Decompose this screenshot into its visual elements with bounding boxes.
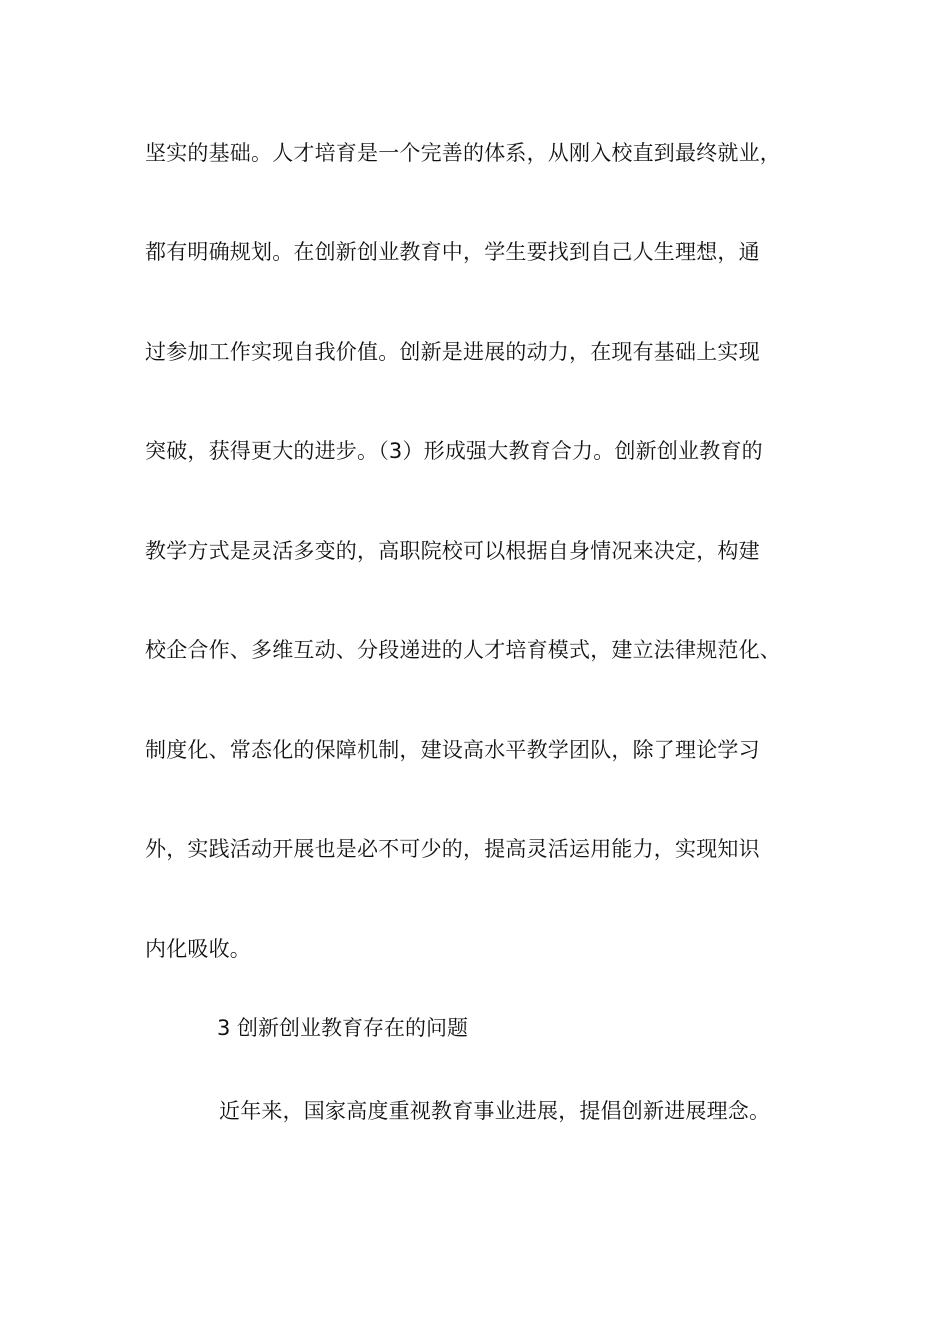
paragraph-first-line: 近年来，国家高度重视教育事业进展，提倡创新进展理念。 <box>219 1099 771 1123</box>
body-text-line: 突破，获得更大的进步。（3）形成强大教育合力。创新创业教育的 <box>145 439 763 463</box>
body-text-line: 教学方式是灵活多变的，高职院校可以根据自身情况来决定，构建 <box>145 539 760 563</box>
section-heading: 3 创新创业教育存在的问题 <box>217 1016 469 1040</box>
body-text-line: 过参加工作实现自我价值。创新是进展的动力，在现有基础上实现 <box>145 340 760 364</box>
body-text-line: 外，实践活动开展也是必不可少的，提高灵活运用能力，实现知识 <box>145 837 760 861</box>
body-text-line: 校企合作、多维互动、分段递进的人才培育模式，建立法律规范化、 <box>145 638 781 662</box>
body-text-line: 坚实的基础。人才培育是一个完善的体系，从刚入校直到最终就业， <box>145 141 781 165</box>
body-text-line: 内化吸收。 <box>145 937 251 961</box>
body-text-line: 都有明确规划。在创新创业教育中，学生要找到自己人生理想，通 <box>145 240 760 264</box>
body-text-line: 制度化、常态化的保障机制，建设高水平教学团队，除了理论学习 <box>145 738 760 762</box>
